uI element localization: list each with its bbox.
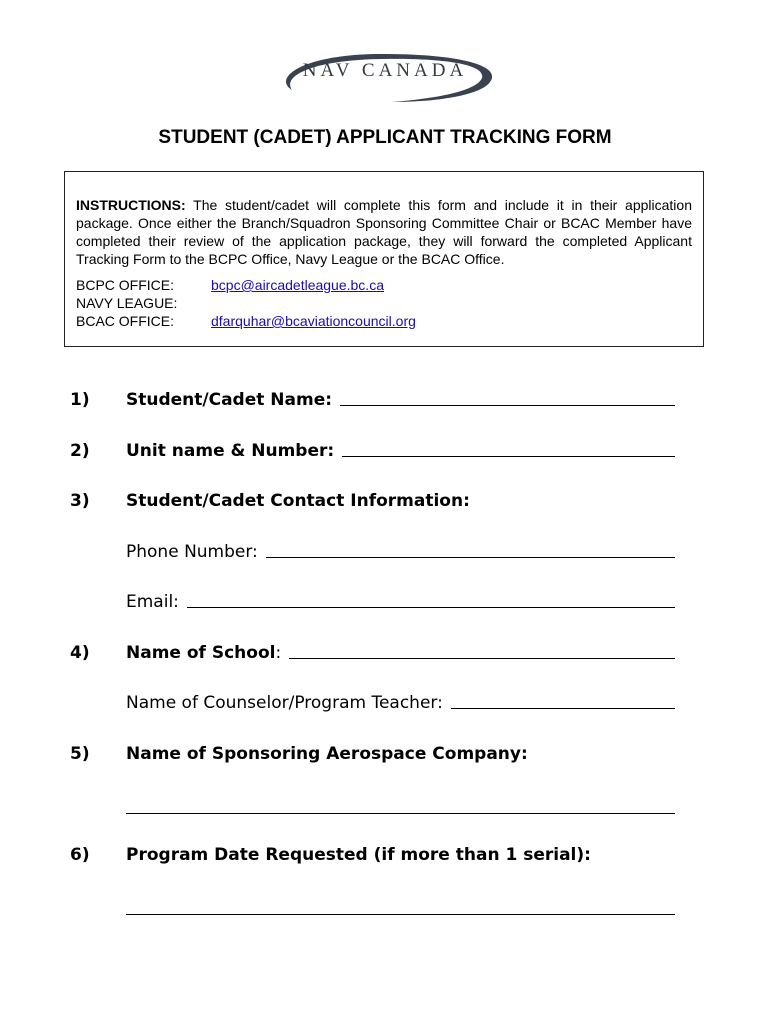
question-number: 6) xyxy=(70,845,90,865)
school-label-colon: : xyxy=(275,643,282,663)
question-3 xyxy=(70,491,675,511)
contact-row-navy-league xyxy=(76,294,692,312)
email-row xyxy=(126,592,675,612)
instructions-label: INSTRUCTIONS: xyxy=(76,197,186,213)
sponsor-company-label: Name of Sponsoring Aerospace Company: xyxy=(126,744,528,764)
question-number: 2) xyxy=(70,441,90,461)
question-number: 5) xyxy=(70,744,90,764)
question-number: 4) xyxy=(70,643,90,663)
school-label-group xyxy=(126,643,281,663)
contact-list xyxy=(76,276,692,330)
bcac-email-link[interactable]: dfarquhar@bcaviationcouncil.org xyxy=(211,313,416,329)
question-number: 1) xyxy=(70,390,90,410)
contact-info-label: Student/Cadet Contact Information: xyxy=(126,491,470,511)
contact-row-bcac xyxy=(76,312,692,330)
instructions-text: The student/cadet will complete this form and include it in their application package. Once either the Branch/Squadron Sponsoring Committee Chair or BCAC Member have completed their review of the application package, they will forward the completed Applicant Tracking Form to the BCPC Office, Navy League or the BCAC Office. xyxy=(76,197,692,267)
unit-name-label: Unit name & Number: xyxy=(126,441,335,461)
phone-label: Phone Number: xyxy=(126,542,258,562)
bcpc-email-link[interactable]: bcpc@aircadetleague.bc.ca xyxy=(211,277,384,293)
logo-text: NAV CANADA xyxy=(302,60,468,81)
phone-field[interactable] xyxy=(266,556,675,558)
question-6 xyxy=(70,845,675,865)
instructions-box xyxy=(64,171,704,347)
phone-row xyxy=(126,542,675,562)
contact-label: BCAC OFFICE: xyxy=(76,313,175,329)
unit-name-field[interactable] xyxy=(342,455,675,457)
question-2 xyxy=(70,441,675,461)
program-date-label: Program Date Requested (if more than 1 serial): xyxy=(126,845,591,865)
school-label: Name of School xyxy=(126,643,276,663)
question-number: 3) xyxy=(70,491,90,511)
nav-canada-logo xyxy=(272,48,498,108)
program-date-field[interactable] xyxy=(126,913,675,915)
contact-row-bcpc xyxy=(76,276,692,294)
email-field[interactable] xyxy=(187,606,675,608)
question-4 xyxy=(70,643,675,663)
question-1 xyxy=(70,390,675,410)
email-label: Email: xyxy=(126,592,179,612)
student-name-label: Student/Cadet Name: xyxy=(126,390,333,410)
counselor-row xyxy=(126,693,675,713)
counselor-field[interactable] xyxy=(451,707,675,709)
question-5 xyxy=(70,744,675,764)
student-name-field[interactable] xyxy=(340,404,675,406)
sponsor-company-field[interactable] xyxy=(126,812,675,814)
contact-label: NAVY LEAGUE: xyxy=(76,295,178,311)
instructions-paragraph xyxy=(76,196,692,268)
page-title: STUDENT (CADET) APPLICANT TRACKING FORM xyxy=(158,127,612,148)
contact-label: BCPC OFFICE: xyxy=(76,277,175,293)
school-field[interactable] xyxy=(289,657,675,659)
counselor-label: Name of Counselor/Program Teacher: xyxy=(126,693,443,713)
